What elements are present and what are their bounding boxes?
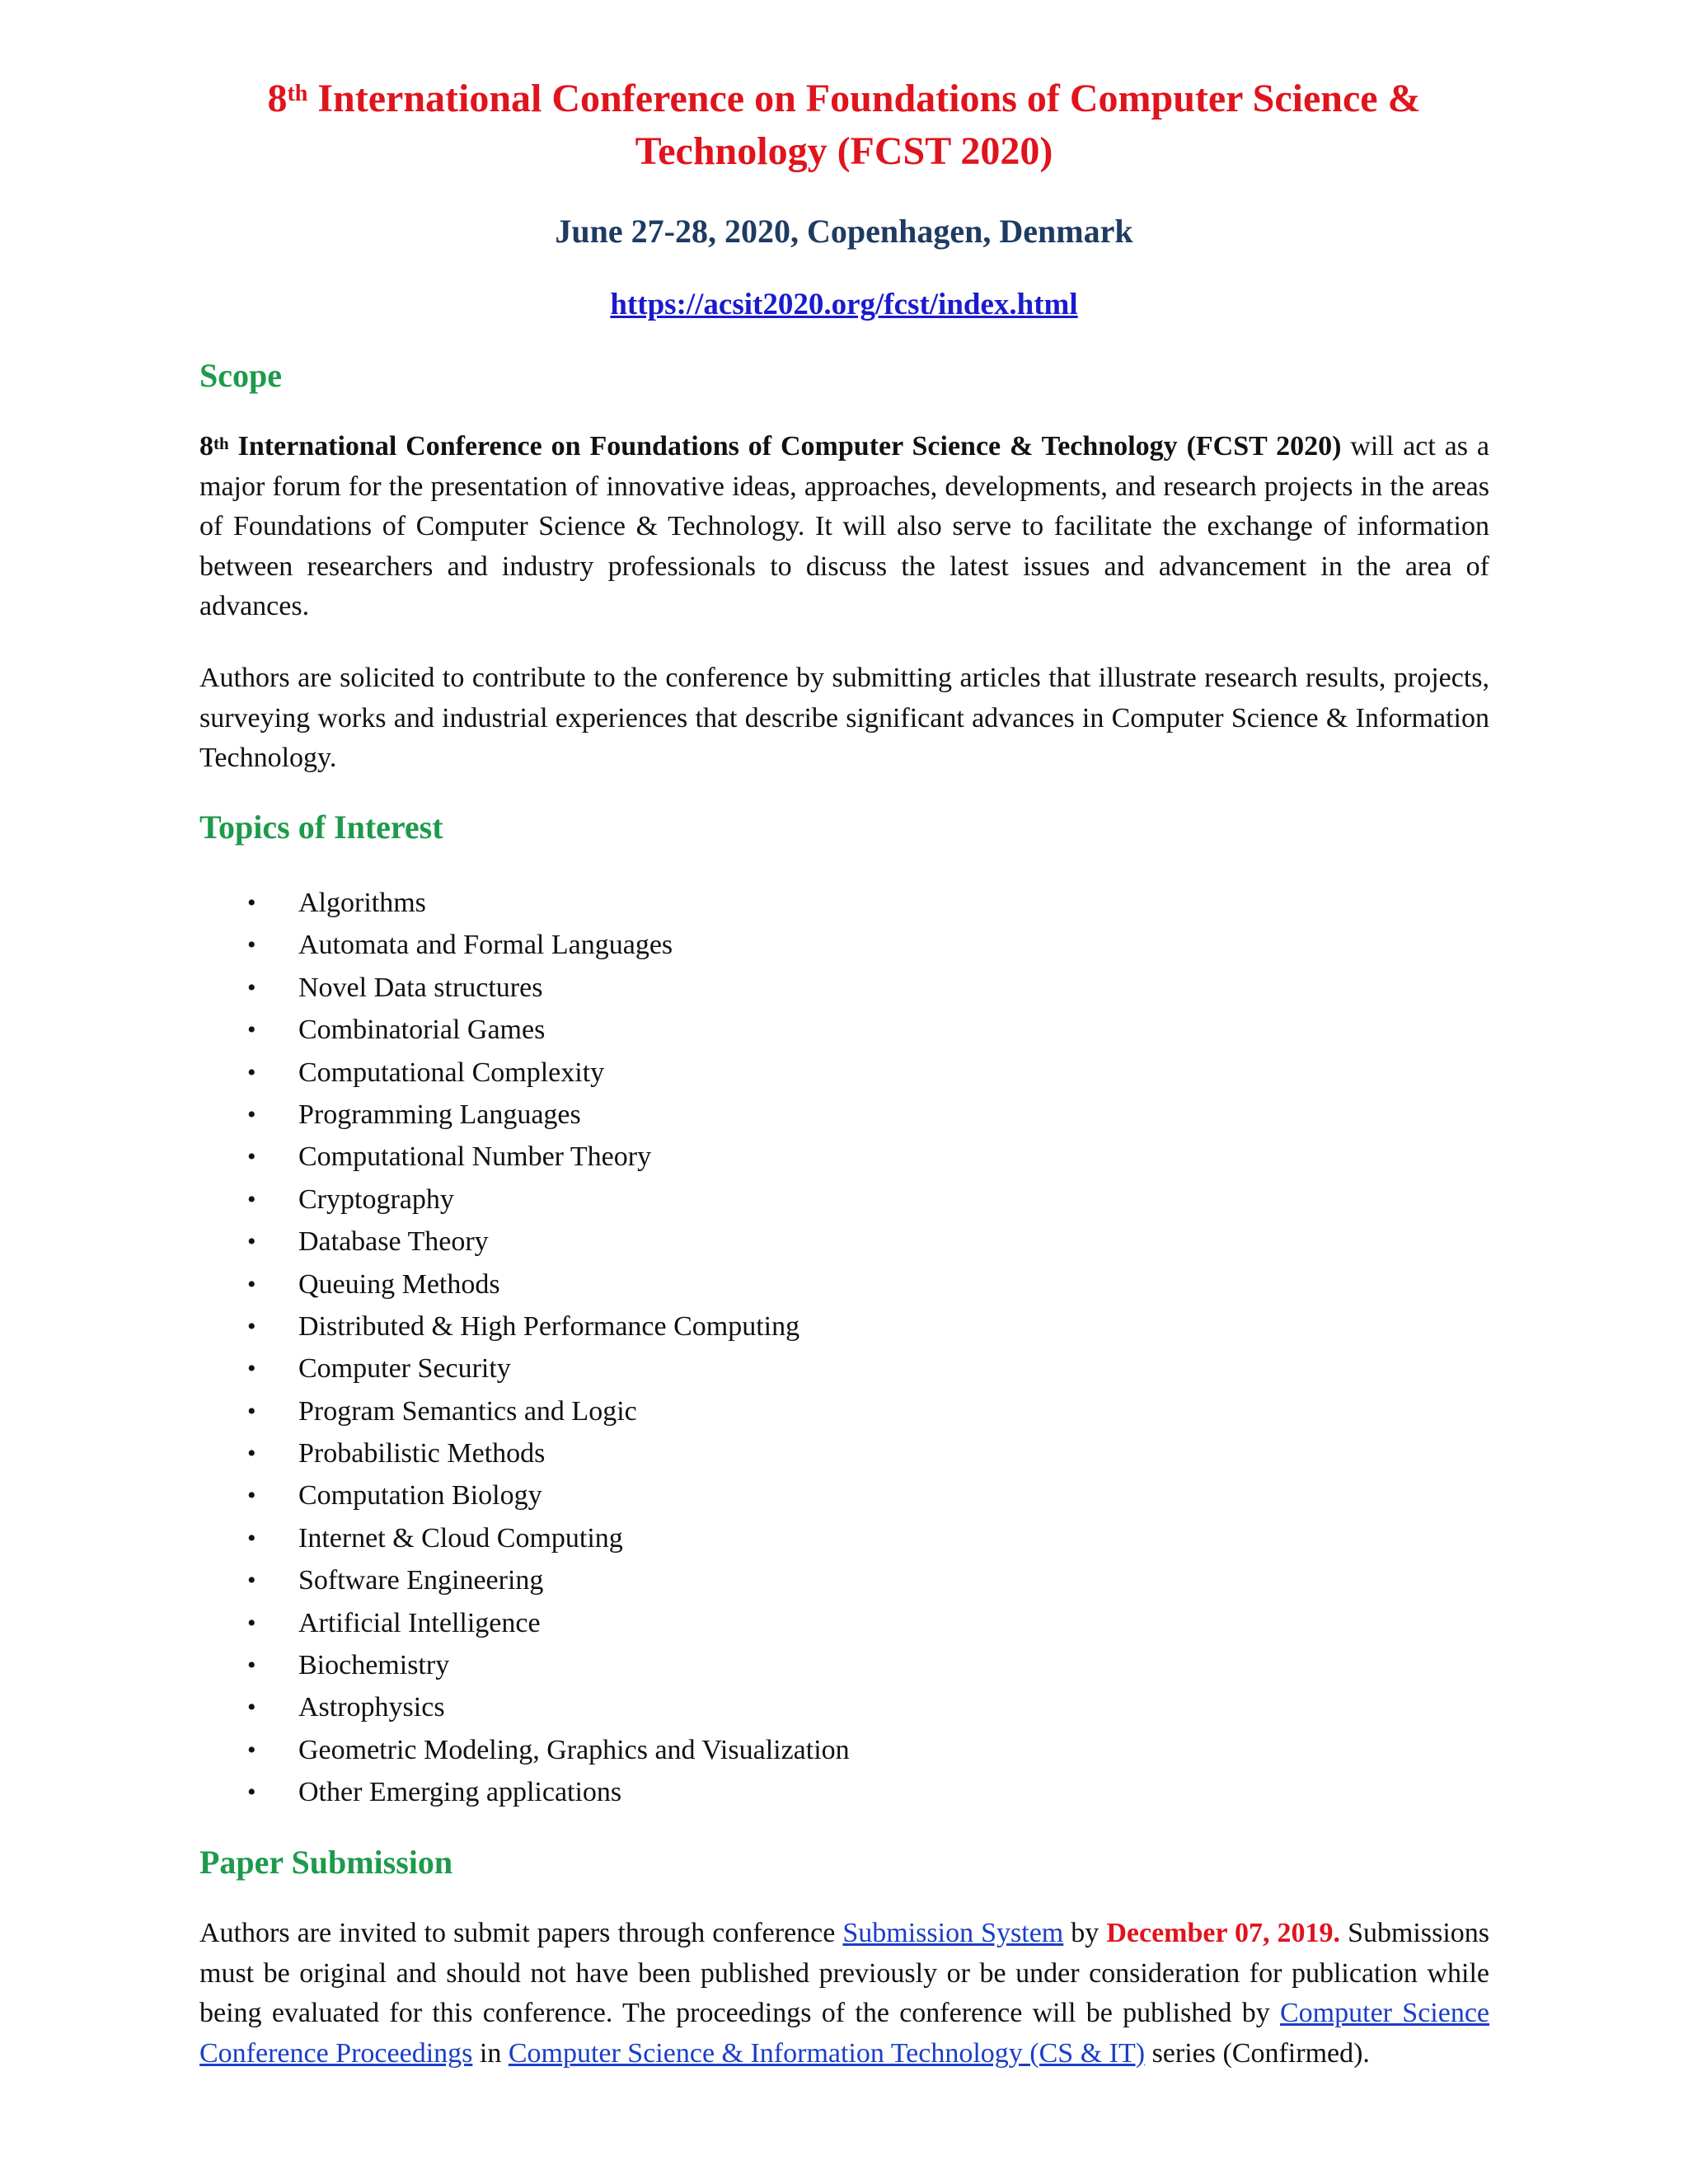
website-url-line xyxy=(0,284,1688,326)
topic-label: Other Emerging applications xyxy=(298,1777,622,1808)
scope-description: will act as a major forum for the presentation of innovative ideas, approaches, developments, and research projects in the areas of Foundations of Computer Science & Technology. It will also serve to facilitate the exchange of information between researchers and industry professionals to discuss the latest issues and advancement in the area of advances. xyxy=(199,431,1489,621)
website-link[interactable]: https://acsit2020.org/fcst/index.html xyxy=(610,288,1078,321)
list-item xyxy=(199,1136,850,1178)
list-item xyxy=(199,1644,850,1686)
topic-label: Distributed & High Performance Computing xyxy=(298,1310,800,1342)
submission-text-3: Submissions must be original and should not have been published previously or be under consideration for publication while being evaluated for this conference. The proceedings of the conference will be published by xyxy=(199,1918,1490,2028)
topic-label: Computational Number Theory xyxy=(298,1141,652,1173)
topics-list xyxy=(199,882,850,1814)
list-item xyxy=(199,882,850,924)
topic-label: Programming Languages xyxy=(298,1099,581,1130)
bullet-icon: • xyxy=(247,1228,256,1256)
scope-conference-title: International Conference on Foundations of Computer Science & Technology (FCST 2020) xyxy=(228,431,1342,462)
topic-label: Probabilistic Methods xyxy=(298,1438,546,1469)
submission-text-5: series (Confirmed). xyxy=(1145,2037,1370,2069)
list-item xyxy=(199,1390,850,1432)
bullet-icon: • xyxy=(247,931,256,959)
series-link[interactable]: Computer Science & Information Technology (CS & IT) xyxy=(508,2037,1146,2069)
submission-text-1: Authors are invited to submit papers through conference xyxy=(199,1918,843,1948)
bullet-icon: • xyxy=(247,1736,256,1764)
list-item xyxy=(199,1474,850,1516)
title-ordinal: 8 xyxy=(267,77,288,120)
list-item xyxy=(199,1179,850,1221)
submission-system-link[interactable]: Submission System xyxy=(842,1918,1064,1948)
conference-title xyxy=(124,73,1564,178)
bullet-icon: • xyxy=(247,1270,256,1298)
list-item xyxy=(199,1686,850,1728)
list-item xyxy=(199,967,850,1009)
topic-label: Cryptography xyxy=(298,1183,454,1215)
bullet-icon: • xyxy=(247,973,256,1001)
topic-label: Computation Biology xyxy=(298,1480,542,1511)
topic-label: Artificial Intelligence xyxy=(298,1607,541,1638)
title-line-1 xyxy=(124,73,1564,125)
bullet-icon: • xyxy=(247,1440,256,1468)
topics-heading: Topics of Interest xyxy=(199,808,443,846)
list-item xyxy=(199,1263,850,1305)
bullet-icon: • xyxy=(247,889,256,916)
topic-label: Computational Complexity xyxy=(298,1057,605,1088)
topic-label: Novel Data structures xyxy=(298,972,543,1003)
bullet-icon: • xyxy=(247,1016,256,1044)
topic-label: Program Semantics and Logic xyxy=(298,1395,637,1427)
bullet-icon: • xyxy=(247,1567,256,1595)
bullet-icon: • xyxy=(247,1312,256,1340)
bullet-icon: • xyxy=(247,1185,256,1213)
list-item xyxy=(199,1094,850,1136)
list-item xyxy=(199,1221,850,1263)
submission-text-2: by xyxy=(1063,1918,1107,1948)
list-item xyxy=(199,1052,850,1094)
bullet-icon: • xyxy=(247,1355,256,1383)
list-item xyxy=(199,1729,850,1771)
topic-label: Combinatorial Games xyxy=(298,1015,546,1046)
submission-paragraph xyxy=(199,1914,1489,2074)
bullet-icon: • xyxy=(247,1143,256,1171)
bullet-icon: • xyxy=(247,1100,256,1128)
topic-label: Astrophysics xyxy=(298,1692,445,1723)
topic-label: Algorithms xyxy=(298,888,426,918)
topic-label: Software Engineering xyxy=(298,1565,544,1596)
list-item xyxy=(199,1347,850,1390)
submission-deadline: December 07, 2019. xyxy=(1106,1918,1341,1948)
list-item xyxy=(199,1305,850,1347)
list-item xyxy=(199,1602,850,1644)
bullet-icon: • xyxy=(247,1058,256,1086)
bullet-icon: • xyxy=(247,1694,256,1722)
topic-label: Automata and Formal Languages xyxy=(298,930,673,961)
title-text-1: International Conference on Foundations of Computer Science & xyxy=(307,77,1421,120)
scope-heading: Scope xyxy=(199,357,282,394)
title-line-2: Technology (FCST 2020) xyxy=(635,129,1053,173)
list-item xyxy=(199,1009,850,1051)
list-item xyxy=(199,1559,850,1601)
topic-label: Geometric Modeling, Graphics and Visualization xyxy=(298,1734,850,1765)
bullet-icon: • xyxy=(247,1397,256,1425)
bullet-icon: • xyxy=(247,1609,256,1637)
title-ordinal-suffix: th xyxy=(287,81,308,106)
list-item xyxy=(199,1517,850,1559)
bullet-icon: • xyxy=(247,1779,256,1807)
bullet-icon: • xyxy=(247,1652,256,1680)
list-item xyxy=(199,924,850,966)
dates-location: June 27-28, 2020, Copenhagen, Denmark xyxy=(555,213,1133,250)
list-item xyxy=(199,1432,850,1474)
proceedings-link[interactable]: Computer Science Conference Proceedings xyxy=(199,1998,1489,2069)
scope-paragraph-2: Authors are solicited to contribute to the conference by submitting articles that illustrate research results, projects, surveying works and industrial experiences that describe significant advances in Computer Science & Information Technology. xyxy=(199,663,1489,773)
topic-label: Internet & Cloud Computing xyxy=(298,1522,623,1554)
scope-conference-name xyxy=(199,431,1341,462)
submission-text-4: in xyxy=(472,2037,509,2069)
topic-label: Computer Security xyxy=(298,1353,511,1385)
topic-label: Biochemistry xyxy=(298,1650,450,1681)
topic-label: Database Theory xyxy=(298,1226,489,1258)
topic-label: Queuing Methods xyxy=(298,1268,500,1300)
bullet-icon: • xyxy=(247,1524,256,1552)
submission-heading: Paper Submission xyxy=(199,1844,453,1881)
scope-ordinal: 8 xyxy=(199,431,213,462)
bullet-icon: • xyxy=(247,1482,256,1510)
scope-ordinal-suffix: th xyxy=(213,434,229,453)
scope-paragraph-1 xyxy=(199,427,1489,627)
list-item xyxy=(199,1771,850,1813)
